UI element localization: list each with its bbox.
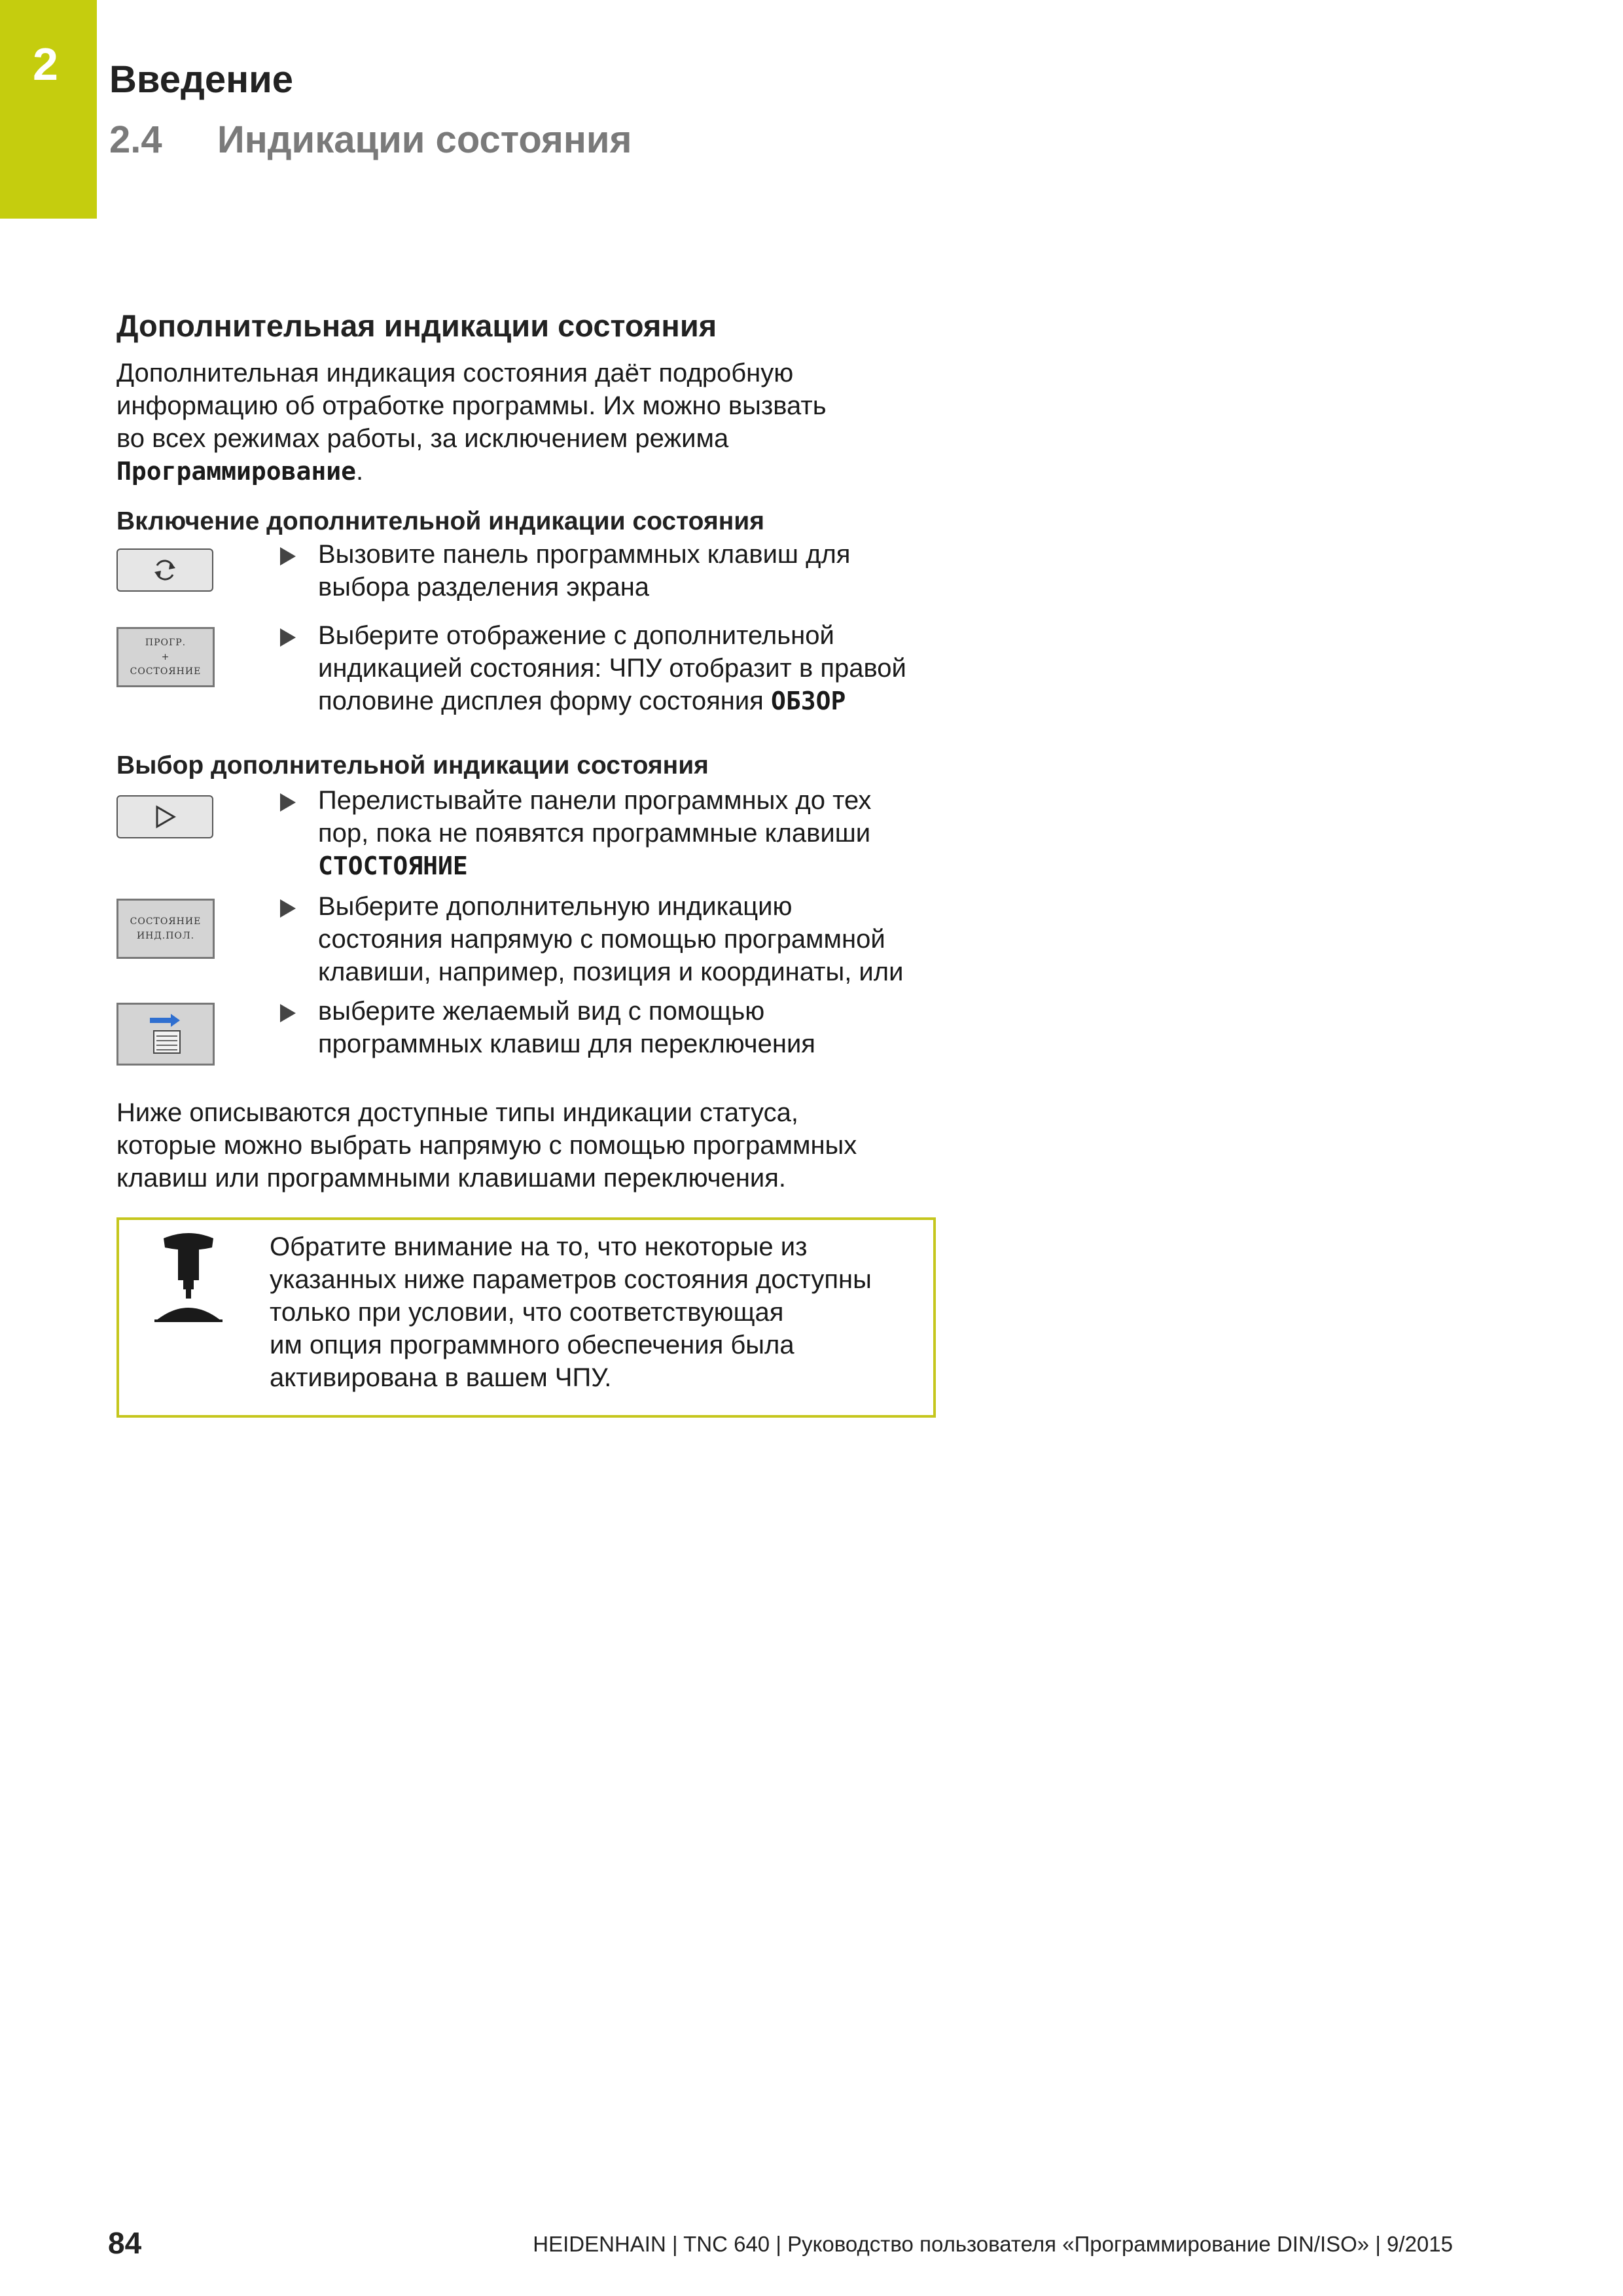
step-text [318, 890, 972, 988]
note-line: только при условии, что соответствующая [270, 1298, 784, 1327]
footer-text: HEIDENHAIN | TNC 640 | Руководство пользователя «Программирование DIN/ISO» | 9/2015 [533, 2232, 1453, 2256]
step-line: программных клавиш для переключения [318, 1030, 815, 1058]
page-heading: Дополнительная индикации состояния [116, 308, 717, 343]
intro-line: информацию об отработке программы. Их можно вызвать [116, 391, 827, 420]
step-text [318, 538, 972, 603]
softkey-label: ПРОГР. [145, 637, 187, 648]
program-status-softkey[interactable] [116, 627, 215, 687]
step-line: выбора разделения экрана [318, 573, 650, 601]
step-line: Выберите дополнительную индикацию [318, 892, 793, 921]
summary-line: которые можно выбрать напрямую с помощью программных [116, 1131, 857, 1160]
intro-paragraph [116, 357, 967, 488]
step-text [318, 995, 972, 1060]
summary-paragraph [116, 1096, 967, 1194]
subheading-select: Выбор дополнительной индикации состояния [116, 751, 709, 780]
step-line [318, 685, 972, 717]
play-triangle-icon [118, 797, 212, 837]
step-line: клавиши, например, позиция и координаты, или [318, 958, 904, 986]
cycle-icon [118, 550, 212, 590]
softkey-label: СОСТОЯНИЕ [130, 916, 202, 927]
step-line: состояния напрямую с помощью программной [318, 925, 885, 954]
note-line: им опция программного обеспечения была [270, 1331, 794, 1359]
mode-name: ОБЗОР [770, 687, 846, 715]
intro-line: во всех режимах работы, за исключением режима [116, 424, 729, 453]
chapter-tab [0, 0, 97, 219]
step-line: пор, пока не появятся программные клавиши [318, 819, 871, 848]
chapter-number: 2 [33, 39, 58, 90]
bullet-arrow-icon [280, 899, 296, 918]
softkey-label: + [161, 652, 170, 662]
softkey-label: ИНД.ПОЛ. [136, 931, 195, 941]
summary-line: клавиш или программными клавишами переключения. [116, 1164, 787, 1193]
split-screen-key[interactable] [116, 548, 213, 592]
step-line: индикацией состояния: ЧПУ отобразит в правой [318, 654, 906, 683]
chapter-title: Введение [109, 58, 294, 101]
subheading-enable: Включение дополнительной индикации состояния [116, 507, 765, 535]
step-line: Вызовите панель программных клавиш для [318, 540, 851, 569]
switch-page-icon [139, 1011, 192, 1057]
step-line: Выберите отображение с дополнительной [318, 621, 834, 650]
softkey-label: СОСТОЯНИЕ [130, 666, 202, 677]
machine-spindle-icon [149, 1230, 228, 1329]
section-number: 2.4 [109, 118, 162, 161]
step-line: Перелистывайте панели программных до тех [318, 786, 872, 815]
summary-line: Ниже описываются доступные типы индикации статуса, [116, 1098, 798, 1127]
intro-end: . [356, 457, 364, 486]
bullet-arrow-icon [280, 1004, 296, 1022]
bullet-arrow-icon [280, 628, 296, 647]
bullet-arrow-icon [280, 547, 296, 565]
intro-line: Дополнительная индикация состояния даёт подробную [116, 359, 794, 387]
status-position-softkey[interactable] [116, 899, 215, 959]
next-softkey-bar-key[interactable] [116, 795, 213, 838]
step-text [318, 619, 972, 717]
switch-view-softkey[interactable] [116, 1003, 215, 1066]
step-line: выберите желаемый вид с помощью [318, 997, 765, 1026]
step-text [318, 784, 972, 882]
page-number: 84 [108, 2226, 142, 2260]
step-line [318, 850, 972, 882]
note-text [270, 1230, 924, 1394]
mode-name: СТОСТОЯНИЕ [318, 852, 468, 880]
step-line-prefix: половине дисплея форму состояния [318, 687, 771, 715]
note-line: указанных ниже параметров состояния доступны [270, 1265, 872, 1294]
intro-line [116, 455, 967, 488]
section-title: Индикации состояния [217, 118, 632, 161]
note-line: активирована в вашем ЧПУ. [270, 1363, 612, 1392]
bullet-arrow-icon [280, 793, 296, 812]
mode-name: Программирование [116, 457, 357, 486]
note-line: Обратите внимание на то, что некоторые из [270, 1232, 808, 1261]
